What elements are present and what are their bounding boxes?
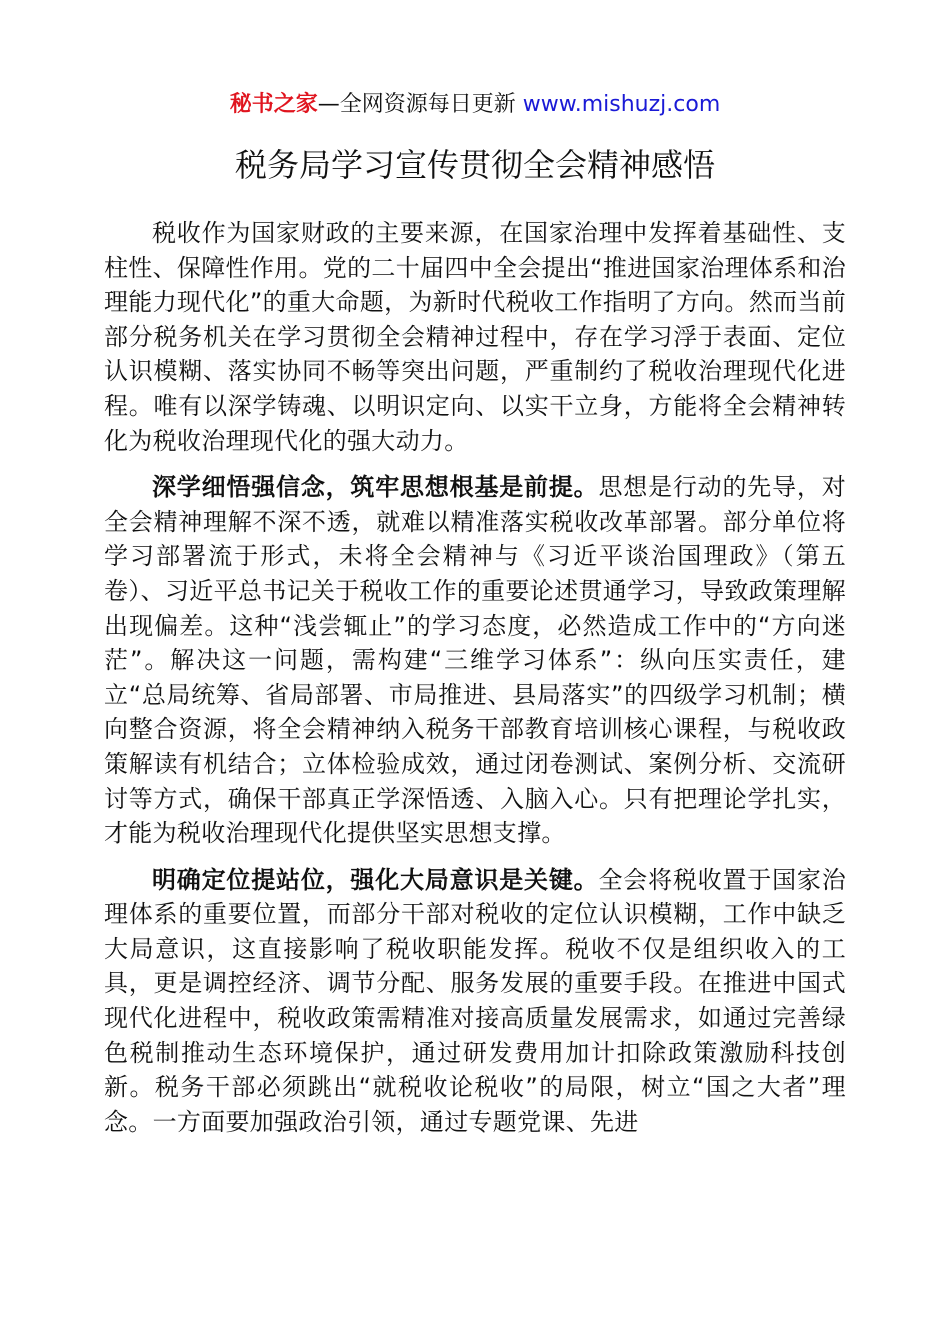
paragraph-lead: 明确定位提站位，强化大局意识是关键。	[152, 865, 599, 894]
site-header	[104, 88, 846, 122]
paragraph-intro	[104, 216, 846, 458]
paragraph-position	[104, 863, 846, 1140]
paragraph-text: 思想是行动的先导，对全会精神理解不深不透，就难以精准落实税收改革部署。部分单位将学习部署流于形式，未将全会精神与《习近平谈治国理政》（第五卷）、习近平总书记关于税收工作的重要论述贯通学习，导致政策理解出现偏差。这种“浅尝辄止”的学习态度，必然造成工作中的“方向迷茫”。解决这一问题，需构建“三维学习体系”：纵向压实责任，建立“总局统筹、省局部署、市局推进、县局落实”的四级学习机制；横向整合资源，将全会精神纳入税务干部教育培训核心课程，与税收政策解读有机结合；立体检验成效，通过闭卷测试、案例分析、交流研讨等方式，确保干部真正学深悟透、入脑入心。只有把理论学扎实，才能为税收治理现代化提供坚实思想支撑。	[104, 473, 846, 848]
document-title: 税务局学习宣传贯彻全会精神感悟	[234, 146, 715, 184]
document-body	[104, 216, 846, 1139]
brand-name: 秘书之家	[229, 92, 318, 117]
header-tagline: 全网资源每日更新	[339, 92, 523, 117]
paragraph-text: 全会将税收置于国家治理体系的重要位置，而部分干部对税收的定位认识模糊，工作中缺乏大局意识，这直接影响了税收职能发挥。税收不仅是组织收入的工具，更是调控经济、调节分配、服务发展的重要手段。在推进中国式现代化进程中，税收政策需精准对接高质量发展需求，如通过完善绿色税制推动生态环境保护，通过研发费用加计扣除政策激励科技创新。税务干部必须跳出“就税收论税收”的局限，树立“国之大者”理念。一方面要加强政治引领，通过专题党课、先进	[104, 865, 846, 1136]
paragraph-study	[104, 470, 846, 851]
paragraph-lead: 深学细悟强信念，筑牢思想根基是前提。	[152, 473, 599, 502]
header-dash: —	[317, 92, 340, 117]
paragraph-text: 税收作为国家财政的主要来源，在国家治理中发挥着基础性、支柱性、保障性作用。党的二十届四中全会提出“推进国家治理体系和治理能力现代化”的重大命题，为新时代税收工作指明了方向。然而当前部分税务机关在学习贯彻全会精神过程中，存在学习浮于表面、定位认识模糊、落实协同不畅等突出问题，严重制约了税收治理现代化进程。唯有以深学铸魂、以明识定向、以实干立身，方能将全会精神转化为税收治理现代化的强大动力。	[104, 219, 846, 455]
site-url-link[interactable]: www.mishuzj.com	[522, 92, 721, 117]
